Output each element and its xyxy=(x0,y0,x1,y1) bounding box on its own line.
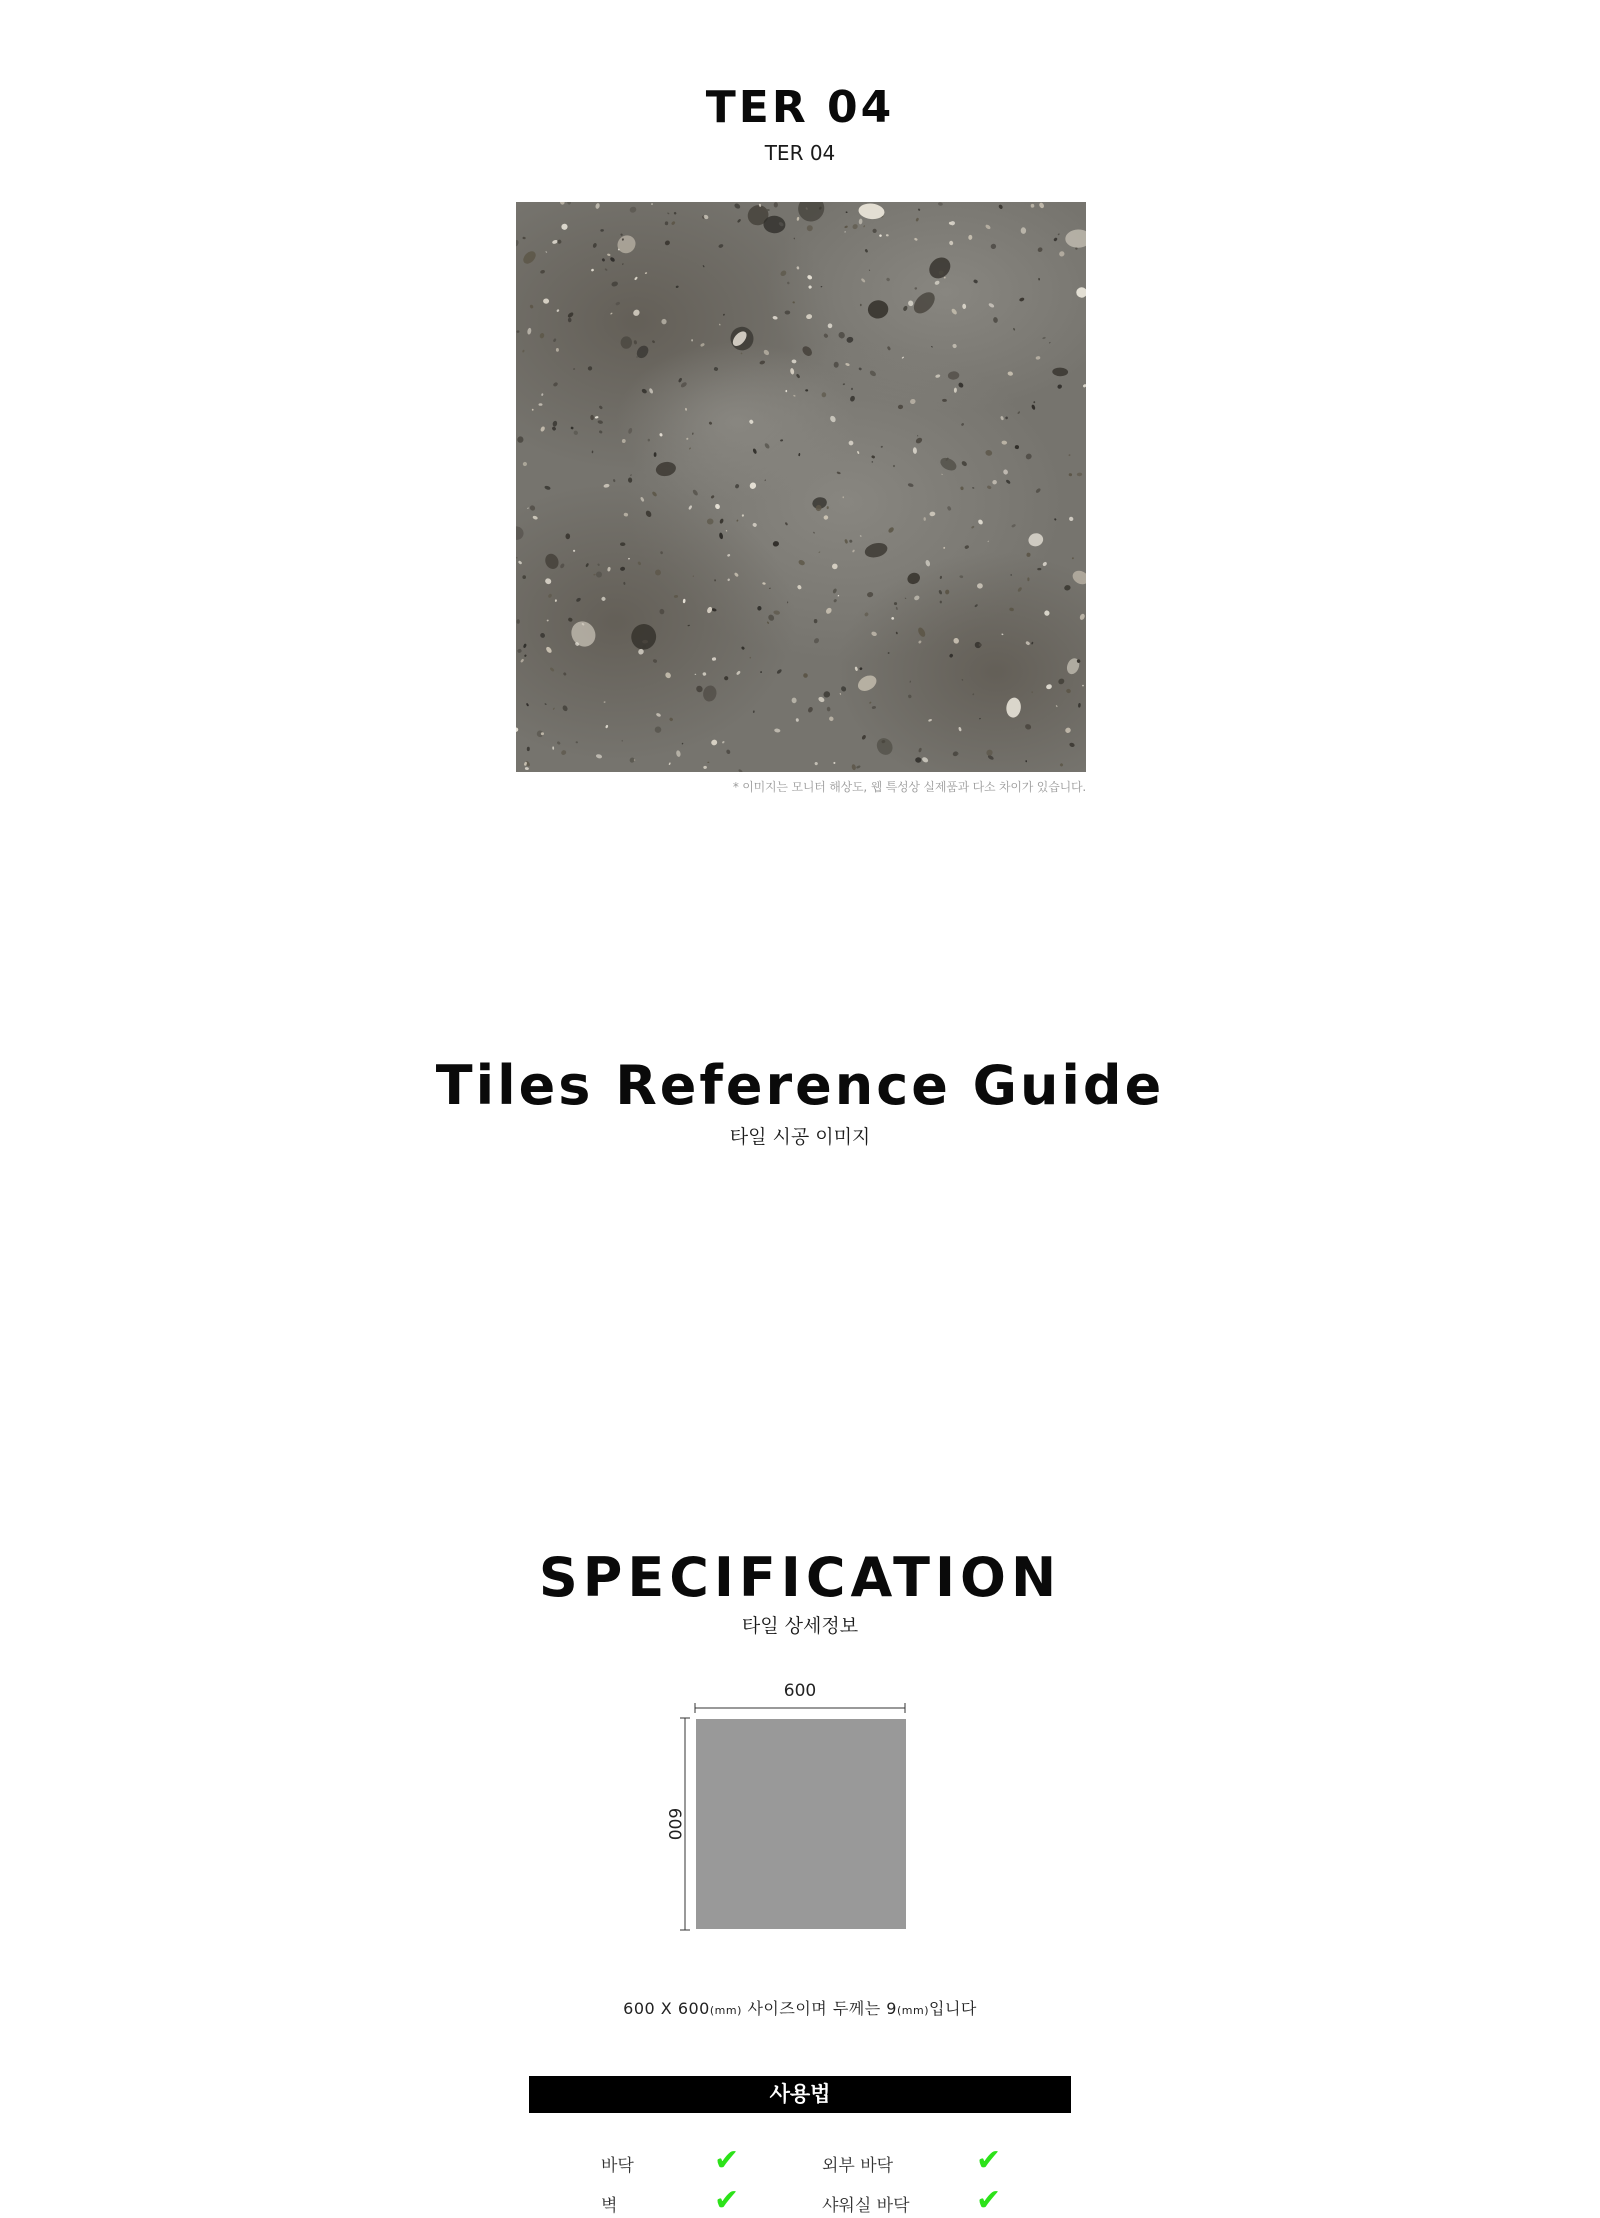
guide-subtitle: 타일 시공 이미지 xyxy=(729,1126,871,1148)
tile-image xyxy=(516,202,1086,772)
size-summary xyxy=(0,1996,1600,2019)
terrazzo-speckle xyxy=(707,519,714,525)
check-icon-shower-floor: ✔ xyxy=(976,2183,1002,2218)
terrazzo-speckle xyxy=(774,202,778,207)
usage-label-shower-floor: 샤워실 바닥 xyxy=(822,2196,910,2216)
size-unit: (mm) xyxy=(709,2004,742,2017)
product-title: TER 04 xyxy=(705,82,895,133)
spec-title: SPECIFICATION xyxy=(538,1546,1062,1609)
usage-label-wall: 벽 xyxy=(601,2196,618,2216)
tile-swatch xyxy=(696,1719,906,1929)
guide-title: Tiles Reference Guide xyxy=(435,1054,1165,1117)
terrazzo-speckle xyxy=(517,619,520,624)
tile-dimension-diagram xyxy=(640,1672,920,1942)
terrazzo-speckle xyxy=(539,403,543,406)
image-disclaimer: * 이미지는 모니터 해상도, 웹 특성상 실제품과 다소 차이가 있습니다. xyxy=(732,780,1086,794)
usage-label-exterior-floor: 외부 바닥 xyxy=(822,2156,894,2176)
product-subtitle: TER 04 xyxy=(764,141,836,165)
terrazzo-texture xyxy=(516,202,1086,772)
spec-subtitle: 타일 상세정보 xyxy=(741,1615,859,1637)
check-icon-exterior-floor: ✔ xyxy=(976,2143,1002,2178)
width-label: 600 xyxy=(783,1681,817,1701)
terrazzo-speckle xyxy=(620,542,625,546)
terrazzo-speckle xyxy=(566,533,571,539)
size-value: 600 X 600 xyxy=(623,1999,710,2018)
check-icon-wall: ✔ xyxy=(714,2183,740,2218)
terrazzo-speckle xyxy=(834,362,839,368)
height-label: 600 xyxy=(664,1807,684,1841)
thickness-unit: (mm) xyxy=(896,2004,929,2017)
usage-label-floor: 바닥 xyxy=(601,2156,634,2176)
summary-end: 입니다 xyxy=(928,1999,977,2018)
terrazzo-speckle xyxy=(915,757,921,762)
usage-header: 사용법 xyxy=(529,2076,1071,2113)
terrazzo-speckle xyxy=(873,229,877,233)
thickness-text: 사이즈이며 두께는 9 xyxy=(741,1999,897,2018)
check-icon-floor: ✔ xyxy=(714,2143,740,2178)
